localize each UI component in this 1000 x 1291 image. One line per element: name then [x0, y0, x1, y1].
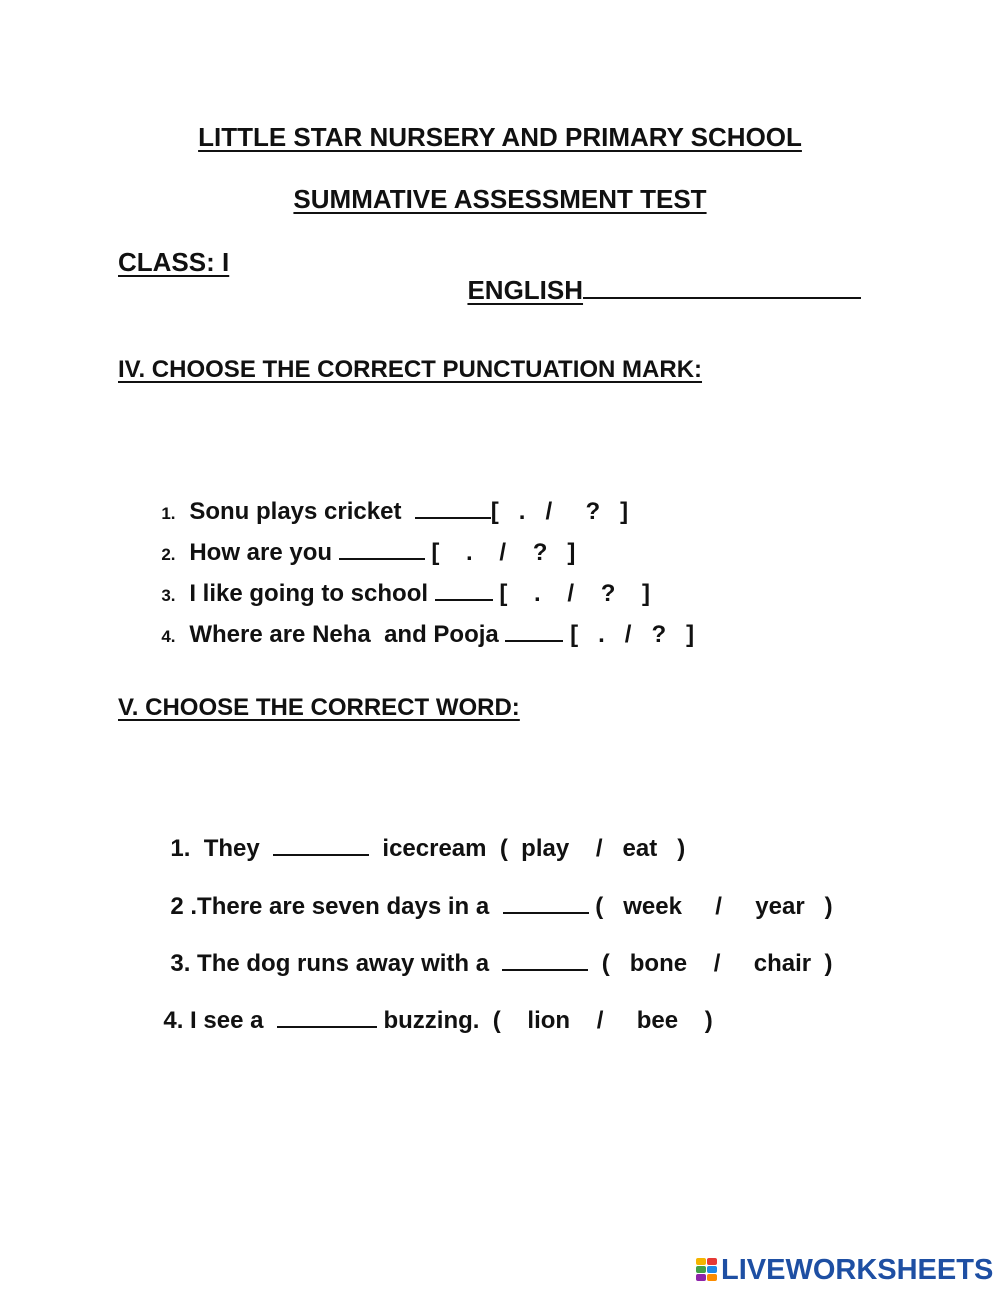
word-question-3 [157, 925, 832, 976]
answer-options: buzzing. ( lion / bee ) [383, 1007, 713, 1034]
class-label: CLASS: I [118, 247, 230, 277]
answer-options: [ . / ? ] [490, 498, 629, 525]
word-question-1 [157, 810, 685, 861]
subject-label: ENGLISH [467, 275, 584, 305]
word-question-2 [157, 868, 833, 919]
answer-blank[interactable] [503, 892, 589, 914]
section-v-heading: V. CHOOSE THE CORRECT WORD: [118, 694, 520, 721]
question-text: I like going to school [189, 580, 429, 607]
question-text: They [203, 835, 260, 862]
question-number: 4. [163, 1007, 184, 1034]
question-text: Sonu plays cricket [189, 498, 402, 525]
question-text: How are you [189, 539, 333, 566]
question-text: There are seven days in a [197, 893, 490, 920]
answer-blank[interactable] [277, 1006, 377, 1028]
question-number: 1. [161, 504, 176, 523]
answer-options: ( bone / chair ) [601, 950, 833, 977]
word-question-4 [150, 982, 713, 1033]
answer-options: icecream ( play / eat ) [382, 835, 686, 862]
subject-blank[interactable] [583, 275, 861, 299]
question-number: 4. [161, 627, 176, 646]
question-text: The dog runs away with a [197, 950, 490, 977]
question-number: 1. [170, 835, 191, 862]
answer-blank[interactable] [273, 834, 369, 856]
punctuation-question-4 [148, 596, 694, 647]
school-title: LITTLE STAR NURSERY AND PRIMARY SCHOOL [198, 122, 802, 152]
liveworksheets-logo-text: LIVEWORKSHEETS [721, 1253, 994, 1286]
answer-options: [ . / ? ] [499, 580, 651, 607]
question-number: 3. [161, 586, 176, 605]
answer-options: [ . / ? ] [431, 539, 576, 566]
answer-blank[interactable] [502, 949, 588, 971]
question-text: Where are Neha and Pooja [189, 621, 499, 648]
question-number: 2 . [170, 893, 198, 920]
answer-blank[interactable] [505, 620, 563, 642]
question-number: 3. [170, 950, 191, 977]
liveworksheets-logo [696, 1253, 994, 1286]
section-iv-heading: IV. CHOOSE THE CORRECT PUNCTUATION MARK: [118, 356, 703, 383]
test-title: SUMMATIVE ASSESSMENT TEST [293, 184, 707, 214]
question-text: I see a [190, 1007, 264, 1034]
liveworksheets-logo-icon [696, 1258, 718, 1282]
subject-line [453, 249, 861, 303]
question-number: 2. [161, 545, 176, 564]
answer-options: [ . / ? ] [570, 621, 695, 648]
answer-options: ( week / year ) [595, 893, 833, 920]
